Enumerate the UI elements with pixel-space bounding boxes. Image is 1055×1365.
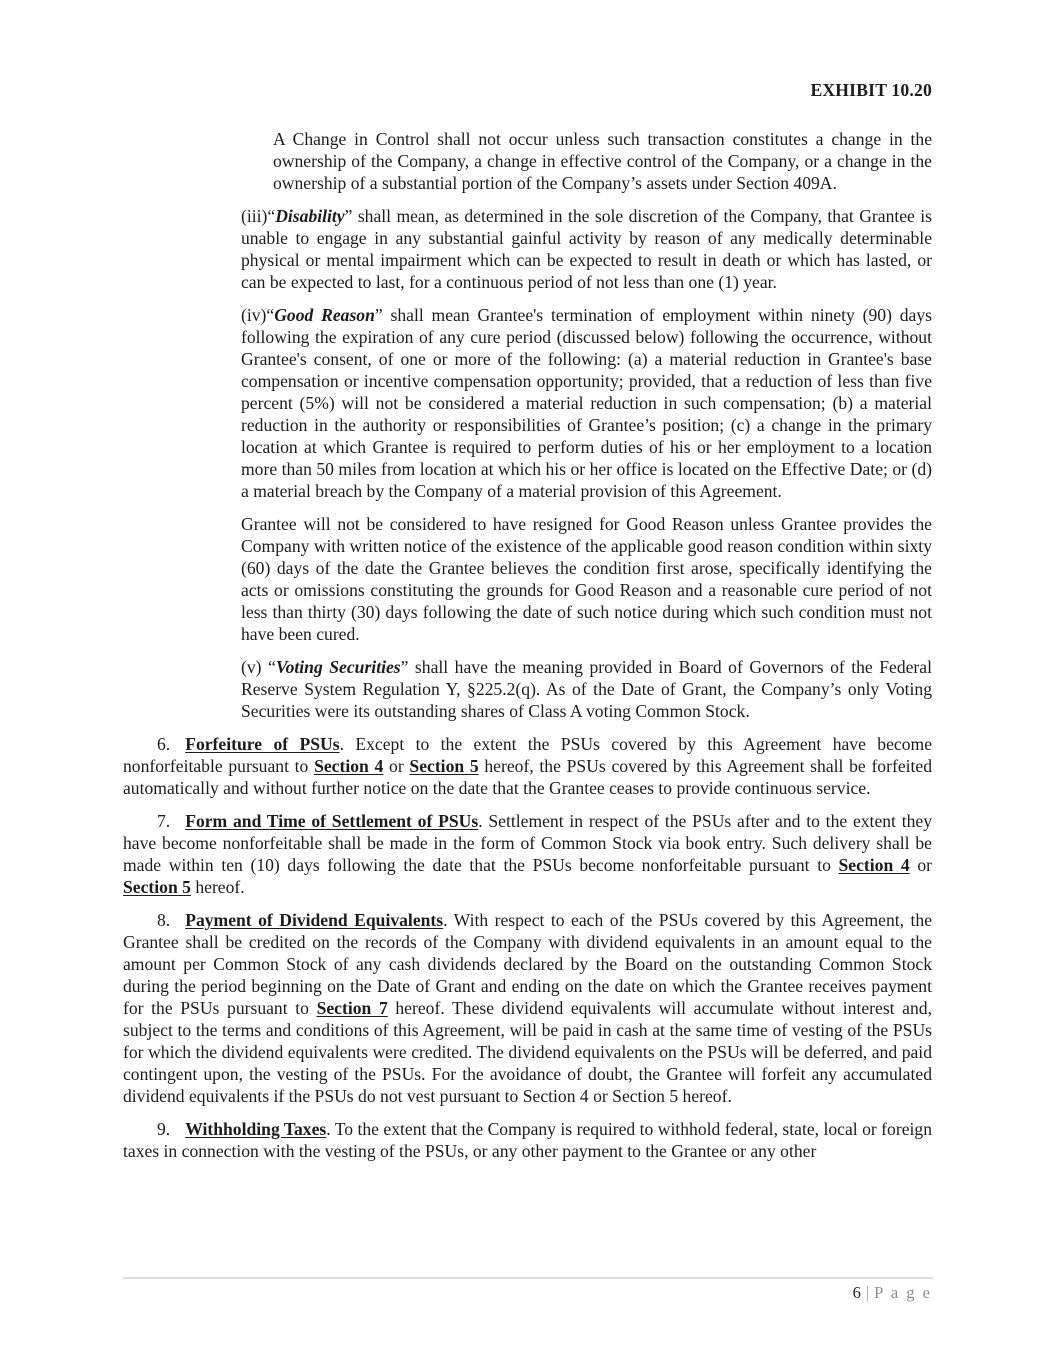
page-word: P a g e: [874, 1283, 932, 1302]
section-4-reference: Section 4: [314, 756, 384, 776]
section-5-reference: Section 5: [123, 877, 191, 897]
footer-divider-line: [123, 1277, 933, 1279]
section-9-withholding-taxes: [123, 1118, 932, 1162]
section-number: 8.: [157, 910, 171, 930]
page-number: 6: [852, 1283, 861, 1302]
text-run: (v) “: [241, 657, 276, 677]
text-run: ” shall have the meaning provided in Board of Governors of the Federal Reserve System Regulation Y, §225.2(q). As of the Date of Grant, the Company’s only Voting Securities were its outstanding shares of Class A voting Common Stock.: [241, 657, 932, 721]
text-run: Grantee will not be considered to have resigned for Good Reason unless Grantee provides the Company with written notice of the existence of the applicable good reason condition within sixty (60) days of the date the Grantee believes the condition first arose, specifically identifying the acts or omissions constituting the grounds for Good Reason and a reasonable cure period of not less than thirty (30) days following the date of such notice during which such condition must not have been cured.: [241, 514, 932, 644]
section-heading: Form and Time of Settlement of PSUs: [185, 811, 479, 831]
page-footer: [853, 1283, 932, 1303]
section-heading: Payment of Dividend Equivalents: [185, 910, 444, 930]
definition-iv-good-reason: [241, 304, 932, 502]
text-run: . Settlement in respect of the PSUs after and to the extent they have become nonforfeitable shall be made in the form of Common Stock via book entry. Such delivery shall be made within ten (10) days following the date that the PSUs become nonforfeitable pursuant to: [123, 811, 932, 875]
text-run: . Except to the extent the PSUs covered by this Agreement have become nonforfeitable pursuant to: [123, 734, 933, 776]
section-heading: Withholding Taxes: [185, 1119, 327, 1139]
text-run: hereof, the PSUs covered by this Agreement shall be forfeited automatically and without further notice on the date that the Grantee ceases to provide continuous service.: [123, 756, 933, 798]
defined-term-disability: Disability: [275, 206, 345, 226]
paragraph-good-reason-notice: [241, 513, 932, 645]
section-7-reference: Section 7: [316, 998, 388, 1018]
definition-v-voting-securities: [241, 656, 932, 722]
text-run: (iii)“: [241, 206, 276, 226]
text-run: (iv)“: [241, 305, 275, 325]
text-run: ” shall mean, as determined in the sole discretion of the Company, that Grantee is unable to engage in any substantial gainful activity by reason of any medically determinable physical or mental impairment which can be expected to result in death or which has lasted, or can be expected to last, for a continuous period of not less than one (1) year.: [241, 206, 932, 292]
text-run: A Change in Control shall not occur unless such transaction constitutes a change in the ownership of the Company, a change in effective control of the Company, or a change in the ownership of a substantial portion of the Company’s assets under Section 409A.: [273, 129, 932, 193]
text-run: hereof. These dividend equivalents will accumulate without interest and, subject to the terms and conditions of this Agreement, will be paid in cash at the same time of vesting of the PSUs for which the dividend equivalents were credited. The dividend equivalents on the PSUs will be deferred, and paid contingent upon, the vesting of the PSUs. For the avoidance of doubt, the Grantee will forfeit any accumulated dividend equivalents if the PSUs do not vest pursuant to Section 4 or Section 5 hereof.: [123, 998, 932, 1106]
defined-term-good-reason: Good Reason: [274, 305, 375, 325]
section-number: 9.: [157, 1119, 171, 1139]
footer-separator: |: [865, 1283, 870, 1302]
text-run: or: [383, 756, 410, 776]
section-5-reference: Section 5: [409, 756, 479, 776]
text-run: ” shall mean Grantee's termination of employment within ninety (90) days following the expiration of any cure period (discussed below) following the occurrence, without Grantee's consent, of one or more of the following: (a) a material reduction in Grantee's base compensation or incentive compensation opportunity; provided, that a reduction of less than five percent (5%) will not be considered a material reduction in such compensation; (b) a material reduction in the authority or responsibilities of Grantee’s position; (c) a change in the primary location at which Grantee is required to perform duties of his or her employment to a location more than 50 miles from location at which his or her office is located on the Effective Date; or (d) a material breach by the Company of a material provision of this Agreement.: [241, 305, 932, 501]
definition-iii-disability: [241, 205, 932, 293]
section-number: 6.: [157, 734, 171, 754]
section-number: 7.: [157, 811, 171, 831]
section-4-reference: Section 4: [838, 855, 910, 875]
paragraph-change-in-control: [273, 128, 932, 194]
exhibit-header: EXHIBIT 10.20: [810, 80, 932, 100]
section-6-forfeiture-of-psus: [123, 733, 932, 799]
section-8-payment-of-dividend-equivalents: [123, 909, 932, 1107]
section-heading: Forfeiture of PSUs: [185, 734, 340, 754]
defined-term-voting-securities: Voting Securities: [275, 657, 401, 677]
section-7-form-and-time-of-settlement: [123, 810, 932, 898]
text-run: . To the extent that the Company is required to withhold federal, state, local or foreign taxes in connection with the vesting of the PSUs, or any other payment to the Grantee or any other: [123, 1119, 932, 1161]
text-run: or: [909, 855, 932, 875]
text-run: . With respect to each of the PSUs covered by this Agreement, the Grantee shall be credited on the records of the Company with dividend equivalents in an amount equal to the amount per Common Stock of any cash dividends declared by the Board on the outstanding Common Stock during the period beginning on the Date of Grant and ending on the date on which the Grantee receives payment for the PSUs pursuant to: [123, 910, 933, 1018]
text-run: hereof.: [190, 877, 245, 897]
